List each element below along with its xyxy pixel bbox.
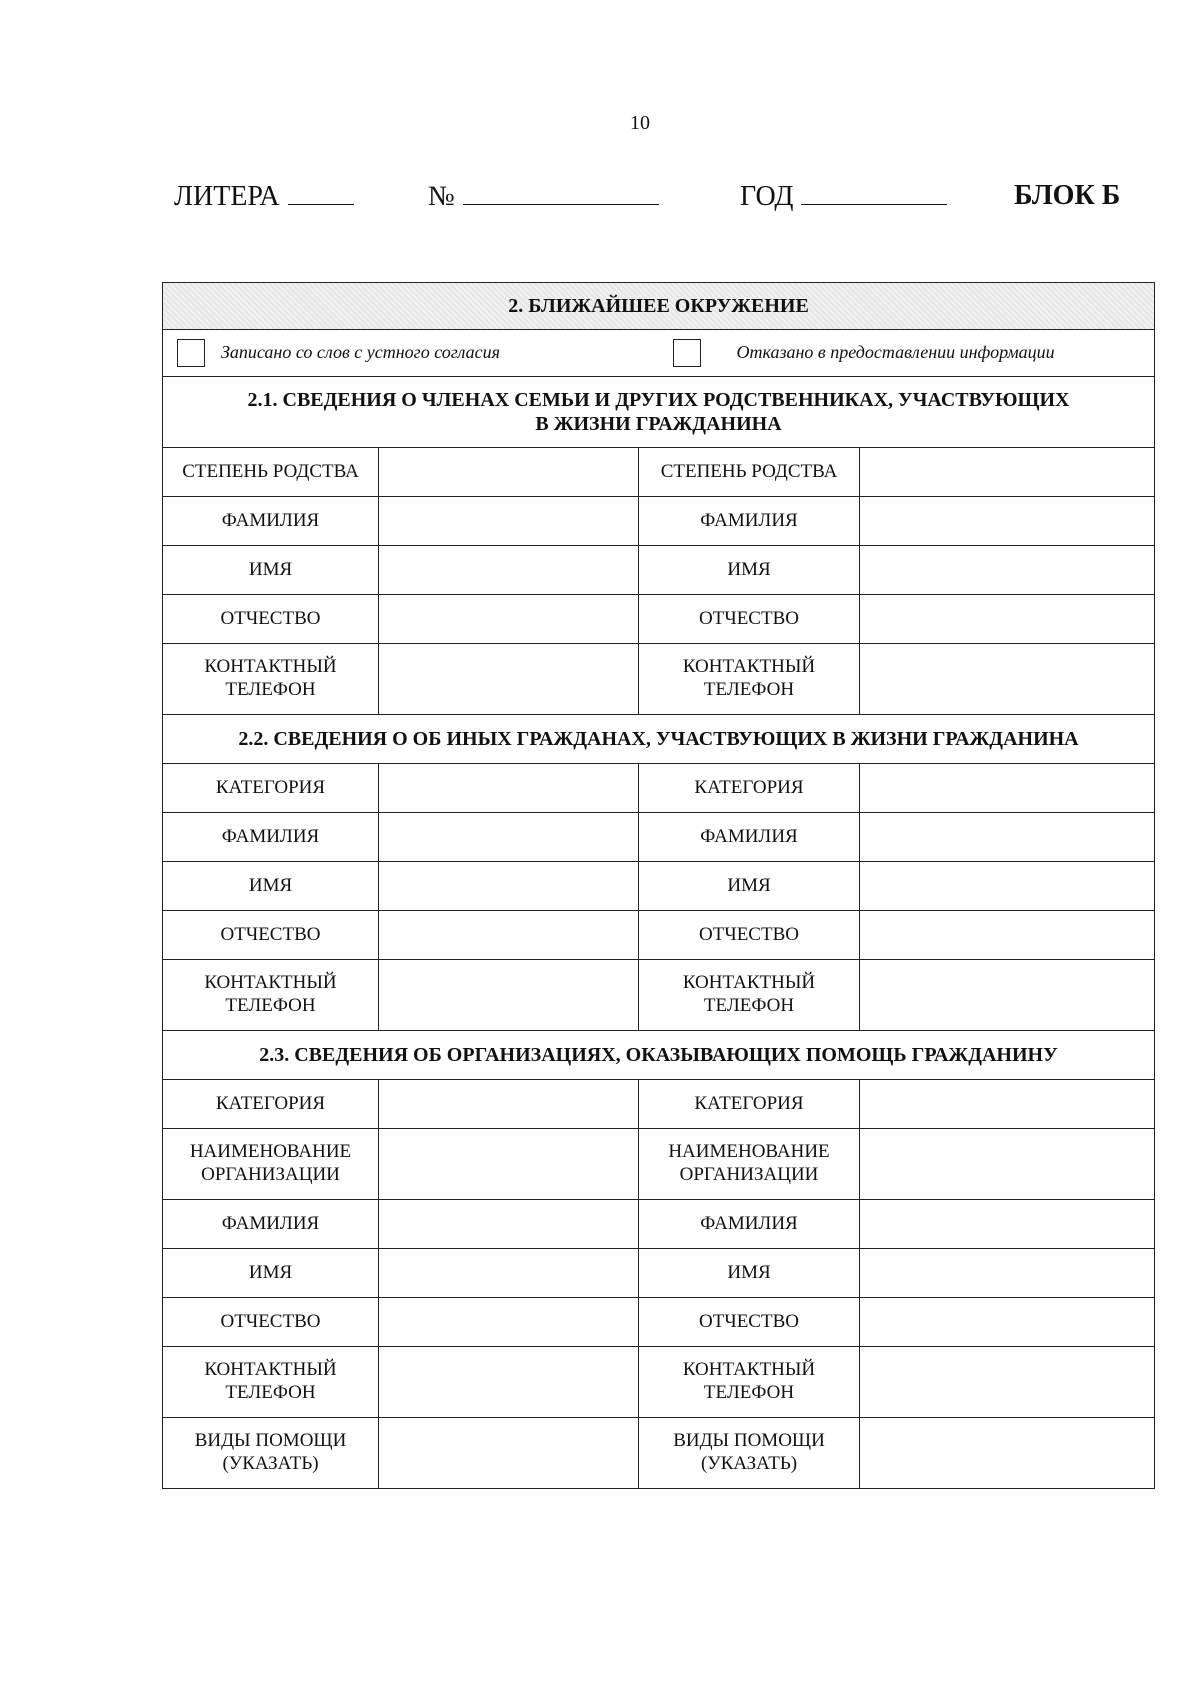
phone-label-line1: КОНТАКТНЫЙ [204, 1359, 337, 1381]
help-types-input-2[interactable] [860, 1418, 1155, 1489]
name-input-2[interactable] [860, 546, 1155, 595]
name-label: ИМЯ [163, 1249, 379, 1298]
phone-label [639, 644, 860, 715]
surname-input-2[interactable] [860, 813, 1155, 862]
number-blank[interactable] [463, 180, 659, 205]
name-input-1[interactable] [379, 1249, 639, 1298]
patronymic-input-2[interactable] [860, 1298, 1155, 1347]
consent-no-option[interactable] [659, 339, 1155, 367]
organization-name-label [163, 1129, 379, 1200]
patronymic-input-1[interactable] [379, 595, 639, 644]
litera-field[interactable] [174, 180, 354, 213]
section-2-1-title-line2: В ЖИЗНИ ГРАЖДАНИНА [535, 413, 782, 435]
block-label: БЛОК Б [1014, 180, 1121, 211]
surname-label: ФАМИЛИЯ [163, 1200, 379, 1249]
surname-label: ФАМИЛИЯ [163, 813, 379, 862]
year-field[interactable] [740, 180, 947, 213]
patronymic-label: ОТЧЕСТВО [639, 595, 860, 644]
phone-label-line2: ТЕЛЕФОН [703, 1382, 795, 1403]
phone-label [163, 1347, 379, 1418]
category-label: КАТЕГОРИЯ [163, 764, 379, 813]
help-types-label-line2: (УКАЗАТЬ) [700, 1453, 798, 1474]
consent-yes-checkbox[interactable] [177, 339, 205, 367]
category-label: КАТЕГОРИЯ [639, 1080, 860, 1129]
year-blank[interactable] [801, 180, 947, 205]
relation-label: СТЕПЕНЬ РОДСТВА [639, 448, 860, 497]
surname-input-1[interactable] [379, 1200, 639, 1249]
section-2-3-title: 2.3. СВЕДЕНИЯ ОБ ОРГАНИЗАЦИЯХ, ОКАЗЫВАЮЩИХ ПОМОЩЬ ГРАЖДАНИНУ [163, 1031, 1155, 1080]
surname-input-1[interactable] [379, 497, 639, 546]
category-label: КАТЕГОРИЯ [163, 1080, 379, 1129]
relation-label: СТЕПЕНЬ РОДСТВА [163, 448, 379, 497]
section-2-1-title [163, 377, 1155, 448]
phone-input-2[interactable] [860, 960, 1155, 1031]
surname-input-1[interactable] [379, 813, 639, 862]
phone-label-line2: ТЕЛЕФОН [225, 679, 316, 700]
help-types-label [163, 1418, 379, 1489]
help-types-label-line2: (УКАЗАТЬ) [222, 1453, 319, 1474]
organization-name-input-2[interactable] [860, 1129, 1155, 1200]
phone-label-line1: КОНТАКТНЫЙ [204, 972, 337, 994]
patronymic-label: ОТЧЕСТВО [163, 1298, 379, 1347]
page-number: 10 [630, 112, 650, 134]
name-input-1[interactable] [379, 546, 639, 595]
surname-label: ФАМИЛИЯ [639, 1200, 860, 1249]
patronymic-label: ОТЧЕСТВО [639, 911, 860, 960]
surname-label: ФАМИЛИЯ [163, 497, 379, 546]
phone-label [163, 644, 379, 715]
category-input-2[interactable] [860, 764, 1155, 813]
phone-label-line1: КОНТАКТНЫЙ [682, 656, 816, 678]
help-types-label-line1: ВИДЫ ПОМОЩИ [673, 1430, 825, 1452]
phone-input-1[interactable] [379, 960, 639, 1031]
litera-blank[interactable] [288, 180, 354, 205]
phone-label-line1: КОНТАКТНЫЙ [682, 972, 816, 994]
category-input-2[interactable] [860, 1080, 1155, 1129]
year-label: ГОД [740, 181, 794, 212]
help-types-input-1[interactable] [379, 1418, 639, 1489]
phone-label-line2: ТЕЛЕФОН [703, 995, 795, 1016]
name-label: ИМЯ [639, 862, 860, 911]
phone-input-2[interactable] [860, 1347, 1155, 1418]
number-label: № [428, 181, 455, 212]
patronymic-input-2[interactable] [860, 911, 1155, 960]
number-field[interactable] [428, 180, 659, 213]
surname-input-2[interactable] [860, 1200, 1155, 1249]
name-label: ИМЯ [163, 862, 379, 911]
phone-label [639, 960, 860, 1031]
patronymic-input-1[interactable] [379, 911, 639, 960]
patronymic-input-1[interactable] [379, 1298, 639, 1347]
name-label: ИМЯ [163, 546, 379, 595]
phone-input-1[interactable] [379, 644, 639, 715]
phone-label-line2: ТЕЛЕФОН [225, 995, 316, 1016]
organization-label-line2: ОРГАНИЗАЦИИ [201, 1164, 340, 1185]
category-input-1[interactable] [379, 1080, 639, 1129]
name-label: ИМЯ [639, 546, 860, 595]
help-types-label-line1: ВИДЫ ПОМОЩИ [194, 1430, 347, 1452]
consent-no-checkbox[interactable] [673, 339, 701, 367]
organization-name-label [639, 1129, 860, 1200]
phone-label-line2: ТЕЛЕФОН [225, 1382, 316, 1403]
surname-label: ФАМИЛИЯ [639, 813, 860, 862]
organization-label-line1: НАИМЕНОВАНИЕ [668, 1141, 830, 1163]
patronymic-label: ОТЧЕСТВО [639, 1298, 860, 1347]
help-types-label [639, 1418, 860, 1489]
relation-input-2[interactable] [860, 448, 1155, 497]
name-input-1[interactable] [379, 862, 639, 911]
phone-label-line2: ТЕЛЕФОН [703, 679, 795, 700]
name-label: ИМЯ [639, 1249, 860, 1298]
surname-label: ФАМИЛИЯ [639, 497, 860, 546]
organization-name-input-1[interactable] [379, 1129, 639, 1200]
patronymic-label: ОТЧЕСТВО [163, 911, 379, 960]
surname-input-2[interactable] [860, 497, 1155, 546]
organization-label-line2: ОРГАНИЗАЦИИ [679, 1164, 819, 1185]
section-2-2-title: 2.2. СВЕДЕНИЯ О ОБ ИНЫХ ГРАЖДАНАХ, УЧАСТВУЮЩИХ В ЖИЗНИ ГРАЖДАНИНА [163, 715, 1155, 764]
consent-yes-label: Записано со слов с устного согласия [221, 342, 500, 363]
consent-yes-option[interactable] [163, 339, 659, 367]
consent-no-label: Отказано в предоставлении информации [736, 342, 1055, 363]
patronymic-label: ОТЧЕСТВО [163, 595, 379, 644]
phone-label-line1: КОНТАКТНЫЙ [204, 656, 337, 678]
phone-label-line1: КОНТАКТНЫЙ [682, 1359, 816, 1381]
phone-input-1[interactable] [379, 1347, 639, 1418]
organization-label-line1: НАИМЕНОВАНИЕ [189, 1141, 352, 1163]
form-title: 2. БЛИЖАЙШЕЕ ОКРУЖЕНИЕ [163, 283, 1155, 330]
litera-label: ЛИТЕРА [174, 181, 280, 212]
relation-input-1[interactable] [379, 448, 639, 497]
section-2-1-title-line1: 2.1. СВЕДЕНИЯ О ЧЛЕНАХ СЕМЬИ И ДРУГИХ РОДСТВЕННИКАХ, УЧАСТВУЮЩИХ [247, 389, 1070, 411]
phone-label [639, 1347, 860, 1418]
name-input-2[interactable] [860, 862, 1155, 911]
phone-input-2[interactable] [860, 644, 1155, 715]
category-label: КАТЕГОРИЯ [639, 764, 860, 813]
patronymic-input-2[interactable] [860, 595, 1155, 644]
phone-label [163, 960, 379, 1031]
name-input-2[interactable] [860, 1249, 1155, 1298]
category-input-1[interactable] [379, 764, 639, 813]
consent-row [163, 330, 1155, 377]
close-circle-form [162, 282, 1155, 1489]
